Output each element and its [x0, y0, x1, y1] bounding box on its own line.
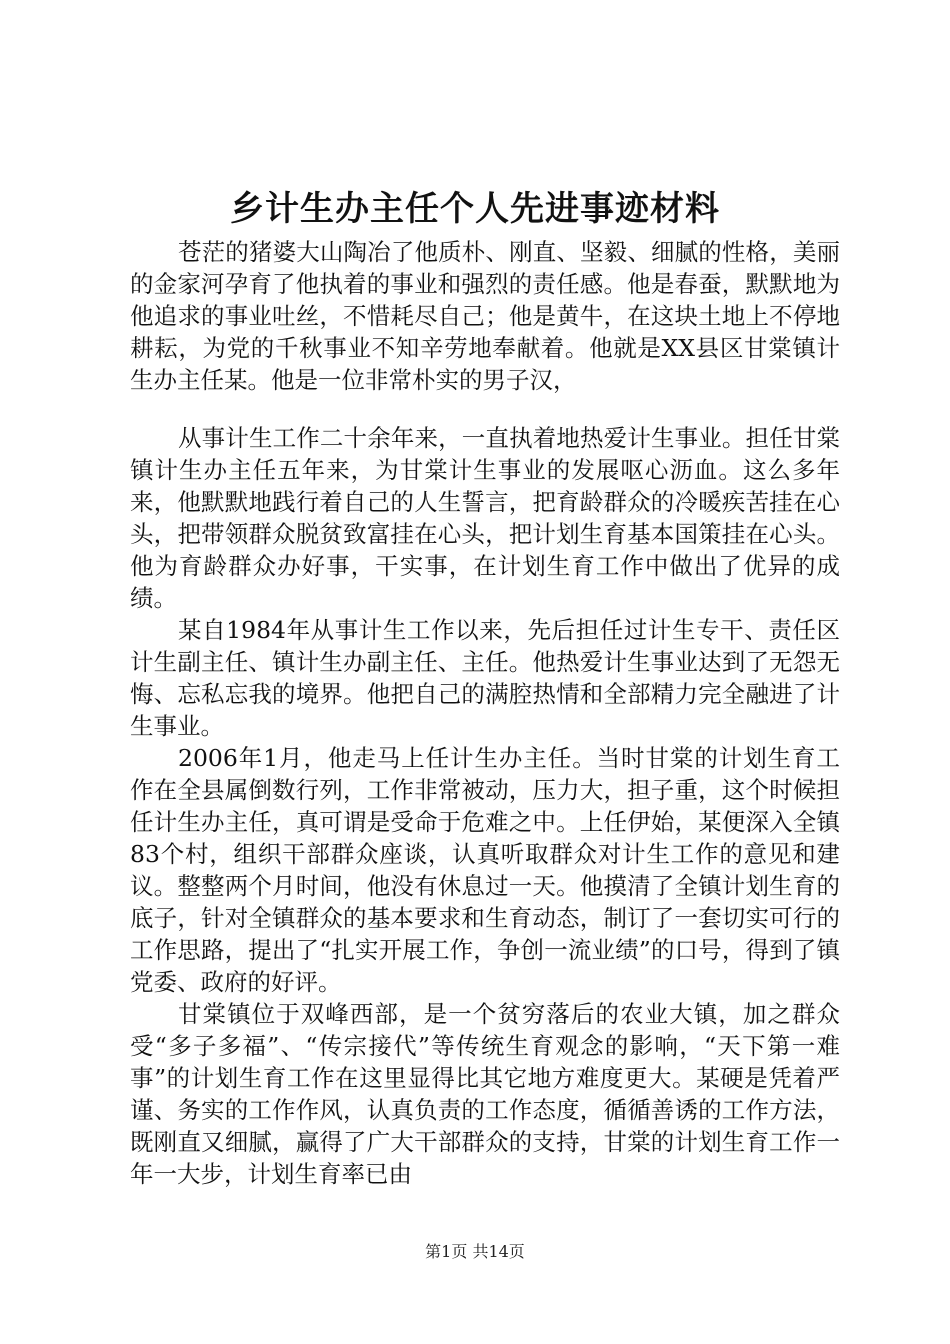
- paragraph: 从事计生工作二十余年来，一直执着地热爱计生事业。担任甘棠镇计生办主任五年来，为甘棠计生事业的发展呕心沥血。这么多年来，他默默地践行着自己的人生誓言，把育龄群众的冷暖疾苦挂在心头，把带领群众脱贫致富挂在心头，把计划生育基本国策挂在心头。他为育龄群众办好事，干实事，在计划生育工作中做出了优异的成绩。: [130, 424, 840, 612]
- paragraph: 某自1984年从事计生工作以来，先后担任过计生专干、责任区计生副主任、镇计生办副主任、主任。他热爱计生事业达到了无怨无悔、忘私忘我的境界。他把自己的满腔热情和全部精力完全融进了计生事业。: [130, 616, 840, 740]
- page-footer: 第1页 共14页: [425, 1242, 525, 1261]
- paragraph: 苍茫的猪婆大山陶冶了他质朴、刚直、坚毅、细腻的性格，美丽的金家河孕育了他执着的事业和强烈的责任感。他是春蚕，默默地为他追求的事业吐丝，不惜耗尽自己；他是黄牛，在这块土地上不停地耕耘，为党的千秋事业不知辛劳地奉献着。他就是XX县区甘棠镇计生办主任某。他是一位非常朴实的男子汉，: [130, 238, 840, 394]
- document-body: [130, 236, 840, 1190]
- paragraph-gap: [130, 396, 840, 422]
- paragraph: 2006年1月，他走马上任计生办主任。当时甘棠的计划生育工作在全县属倒数行列，工作非常被动，压力大，担子重，这个时候担任计生办主任，真可谓是受命于危难之中。上任伊始，某便深入全镇83个村，组织干部群众座谈，认真听取群众对计生工作的意见和建议。整整两个月时间，他没有休息过一天。他摸清了全镇计划生育的底子，针对全镇群众的基本要求和生育动态，制订了一套切实可行的工作思路，提出了“扎实开展工作，争创一流业绩”的口号，得到了镇党委、政府的好评。: [130, 744, 840, 996]
- document-title: 乡计生办主任个人先进事迹材料: [230, 189, 720, 229]
- paragraph: 甘棠镇位于双峰西部，是一个贫穷落后的农业大镇，加之群众受“多子多福”、“传宗接代”等传统生育观念的影响，“天下第一难事”的计划生育工作在这里显得比其它地方难度更大。某硬是凭着严谨、务实的工作作风，认真负责的工作态度，循循善诱的工作方法，既刚直又细腻，赢得了广大干部群众的支持，甘棠的计划生育工作一年一大步，计划生育率已由: [130, 1000, 840, 1188]
